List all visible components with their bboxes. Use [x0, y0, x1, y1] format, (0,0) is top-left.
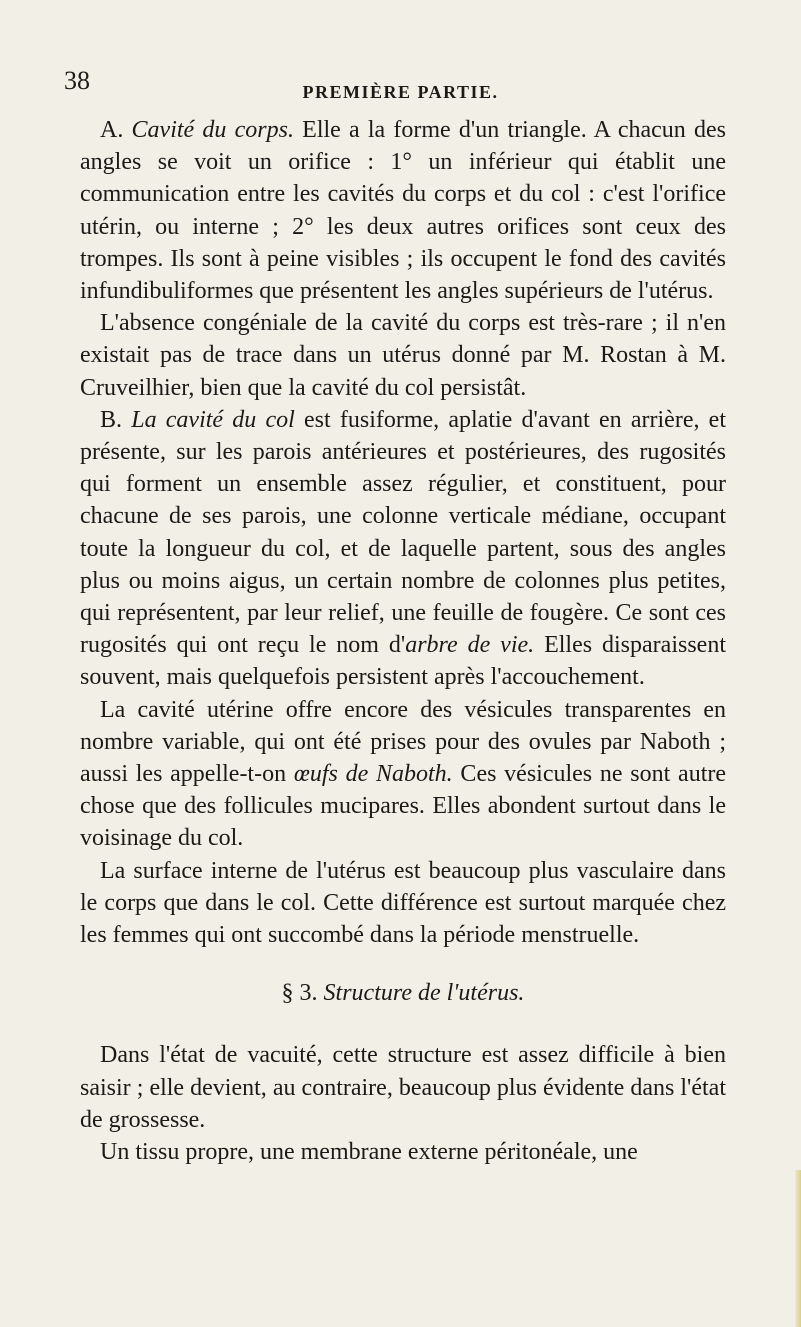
paragraph-vesicules: [80, 694, 726, 855]
page-edge-stain: [795, 1170, 801, 1327]
paragraph-surface-interne: [80, 855, 726, 952]
paragraph-text: Dans l'état de vacuité, cette structure est assez difficile à bien saisir ; elle devient, au contraire, beaucoup plus évidente dans l'état de grossesse.: [80, 1042, 726, 1133]
paragraph-lead-italic: Cavité du corps.: [131, 117, 294, 143]
page-number: 38: [64, 66, 90, 95]
paragraph-mid-italic: œufs de Naboth.: [293, 761, 453, 788]
paragraph-text: La cavité utérine offre encore des vésicules transparentes en nombre variable, qui ont été prises pour des ovules par Naboth ; aussi les appelle-t-on: [80, 696, 726, 788]
paragraph-lead: A.: [100, 117, 132, 143]
running-head: PREMIÈRE PARTIE.: [302, 82, 499, 102]
paragraph-lead-italic: La cavité du col: [131, 406, 295, 433]
paragraph-text: est fusiforme, aplatie d'avant en arrière, et présente, sur les parois antérieures et postérieures, des rugosités qui forment un ensemble assez régulier, et constituent, pour chacune de ses parois, une colonne verticale médiane, occupant toute la longueur du col, et de laquelle partent, sous des angles plus ou moins aigus, un certain nombre de colonnes plus petites, qui représentent, par leur relief, une feuille de fougère. Ce sont ces rugosités qui ont reçu le nom d': [80, 406, 727, 659]
section-heading: [80, 977, 726, 1009]
paragraph-absence: [80, 307, 726, 404]
paragraph-mid-italic: arbre de vie.: [405, 632, 535, 659]
paragraph-text: La surface interne de l'utérus est beaucoup plus vasculaire dans le corps que dans le col. Cette différence est surtout marquée chez les femmes qui ont succombé dans la période menstruelle.: [80, 857, 726, 949]
paragraph-lead: B.: [100, 406, 132, 433]
paragraph-vacuite: [80, 1039, 726, 1136]
paragraph-cavite-corps: [80, 114, 726, 307]
section-title: Structure de l'utérus.: [323, 980, 525, 1007]
body-text: [80, 114, 726, 1168]
paragraph-cavite-col: [80, 404, 726, 694]
paragraph-text: Elle a la forme d'un triangle. A chacun des angles se voit un orifice : 1° un inférieur qui établit une communication entre les cavités du corps et du col : c'est l'orifice utérin, ou interne ; 2° les deux autres orifices sont ceux des trompes. Ils sont à peine visibles ; ils occupent le fond des cavités infundibuliformes que présentent les angles supérieurs de l'utérus.: [80, 117, 726, 305]
paragraph-text: L'absence congéniale de la cavité du corps est très-rare ; il n'en existait pas de trace dans un utérus donné par M. Rostan à M. Cruveilhier, bien que la cavité du col persistât.: [80, 310, 726, 401]
paragraph-tail: Ces vésicules ne sont autre chose que des follicules mucipares. Elles abondent surtout dans le voisinage du col.: [80, 761, 727, 852]
section-number: § 3.: [281, 980, 324, 1007]
paragraph-tail: Elles disparaissent souvent, mais quelquefois persistent après l'accouchement.: [80, 632, 726, 691]
paragraph-text: Un tissu propre, une membrane externe péritonéale, une: [100, 1139, 638, 1166]
paragraph-tissu: [80, 1136, 726, 1168]
